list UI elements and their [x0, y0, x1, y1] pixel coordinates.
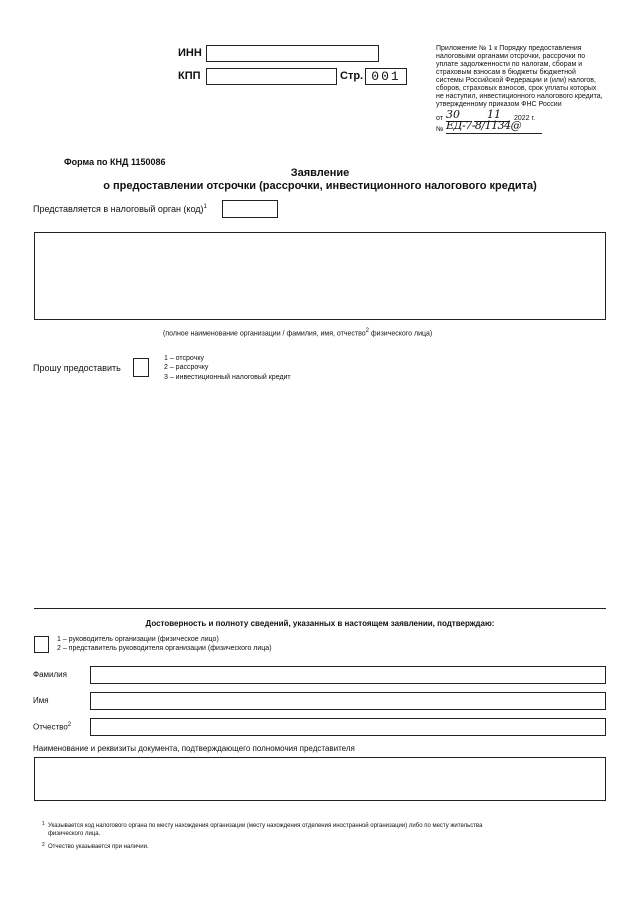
section-divider: [34, 608, 606, 609]
order-from-label: от: [436, 115, 443, 122]
footnote-ref-2: 2: [365, 328, 369, 334]
tax-authority-label: [33, 204, 207, 214]
page-number-field[interactable]: 001: [365, 68, 407, 85]
tax-authority-code-field[interactable]: [222, 200, 278, 218]
request-type-field[interactable]: [133, 358, 149, 377]
footnote-ref-2: 2: [67, 722, 72, 728]
order-year: 2022 г.: [514, 115, 536, 122]
form-subtitle: о предоставлении отсрочки (рассрочки, инвестиционного налогового кредита): [103, 180, 537, 192]
order-day: 30: [446, 108, 460, 121]
surname-field[interactable]: [90, 666, 606, 684]
order-number: ЕД-7-8/1134@: [446, 119, 522, 132]
signer-type-field[interactable]: [34, 636, 49, 653]
appendix-line: страховым взносам в бюджеты бюджетной: [436, 69, 576, 76]
patronymic-label-text: Отчество: [33, 722, 68, 732]
name-field[interactable]: [90, 692, 606, 710]
kpp-field[interactable]: [206, 68, 337, 85]
authority-document-label: Наименование и реквизиты документа, подтверждающего полномочия представителя: [33, 744, 355, 753]
caption-text-end: физического лица): [370, 330, 433, 338]
request-option-investment-credit: 3 – инвестиционный налоговый кредит: [164, 374, 291, 381]
footnote-1-text-cont: физического лица.: [48, 831, 101, 837]
appendix-text: [436, 45, 626, 109]
request-option-deferral: 1 – отсрочку: [164, 355, 204, 362]
form-title: Заявление: [290, 167, 350, 179]
patronymic-field[interactable]: [90, 718, 606, 736]
appendix-line: утвержденному приказом ФНС России: [436, 101, 562, 108]
inn-label: ИНН: [178, 47, 202, 59]
appendix-line: уплате задолженности по налогам, сборам и: [436, 61, 583, 68]
appendix-line: Приложение № 1 к Порядку предоставления: [436, 45, 582, 52]
name-label: Имя: [33, 696, 49, 705]
kpp-label: КПП: [178, 70, 201, 82]
order-number-underline: [446, 133, 542, 134]
caption-text: (полное наименование организации / фамилия, имя, отчество: [163, 330, 366, 338]
signer-option-representative: 2 – представитель руководителя организации (физического лица): [57, 645, 272, 652]
confirmation-title: Достоверность и полноту сведений, указанных в настоящем заявлении, подтверждаю:: [145, 619, 495, 628]
footnote-1-mark: 1: [42, 821, 45, 827]
signer-option-head: 1 – руководитель организации (физическое лицо): [57, 636, 219, 643]
organization-name-field[interactable]: [34, 232, 606, 320]
patronymic-label: [33, 721, 71, 732]
form-code: Форма по КНД 1150086: [64, 157, 166, 167]
inn-field[interactable]: [206, 45, 379, 62]
footnote-2-text: Отчество указывается при наличии.: [48, 844, 149, 850]
page-label: Стр.: [340, 70, 364, 82]
appendix-line: не наступил, инвестиционного налогового кредита,: [436, 93, 603, 100]
authority-document-field[interactable]: [34, 757, 606, 801]
surname-label: Фамилия: [33, 670, 67, 679]
request-option-installment: 2 – рассрочку: [164, 364, 209, 371]
order-no-label: №: [436, 126, 444, 133]
appendix-line: сборов, страховых взносов, срок уплаты которых: [436, 85, 597, 92]
request-label: Прошу предоставить: [33, 363, 121, 373]
appendix-line: налоговыми органами отсрочки, рассрочки по: [436, 53, 586, 60]
footnote-2-mark: 2: [42, 842, 45, 848]
tax-authority-label-text: Представляется в налоговый орган (код): [33, 204, 204, 214]
footnote-1-text: Указывается код налогового органа по месту нахождения организации (месту нахождения отделения иностранной организации) либо по месту жительства: [48, 823, 483, 829]
organization-name-caption: [163, 327, 432, 338]
footnote-ref-1: 1: [203, 204, 207, 210]
appendix-line: системы Российской Федерации и (или) налогов,: [436, 77, 596, 84]
order-month: 11: [487, 108, 501, 121]
